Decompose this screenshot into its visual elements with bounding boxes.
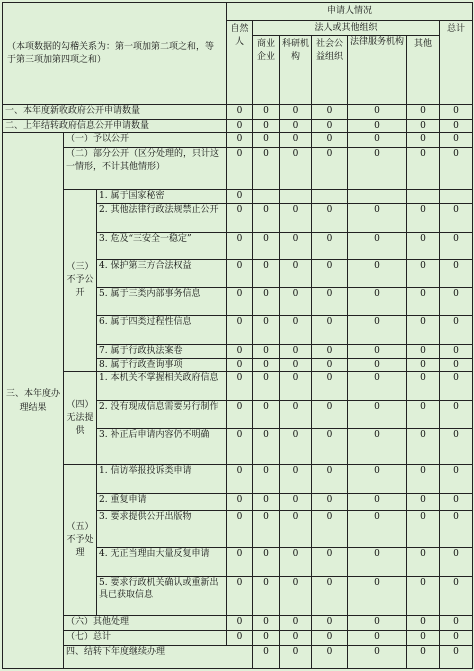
cell-value: 0 [407, 260, 440, 288]
table-row [3, 616, 473, 630]
cell-value: 0 [348, 133, 407, 147]
cell-value: 0 [280, 147, 312, 189]
cell-value: 0 [312, 133, 348, 147]
row-label: （二）部分公开（区分处理的，只计这一情形，不计其他情形） [64, 147, 227, 189]
cell-value: 0 [407, 345, 440, 358]
cell-value: 0 [227, 147, 253, 189]
cell-value: 0 [348, 372, 407, 401]
cell-value: 0 [348, 345, 407, 358]
cell-value: 0 [348, 616, 407, 630]
cell-value: 0 [227, 428, 253, 464]
cell-value: 0 [440, 133, 473, 147]
cell-value: 0 [227, 232, 253, 260]
cell-value: 0 [348, 316, 407, 345]
cell-value: 0 [440, 576, 473, 615]
cell-value: 0 [348, 288, 407, 316]
cell-value: 0 [440, 345, 473, 358]
table-row [3, 147, 473, 189]
cell-value: 0 [280, 630, 312, 646]
org-type-header: 其他 [407, 36, 440, 105]
cell-value [280, 190, 312, 203]
cell-value: 0 [348, 465, 407, 494]
applicant-situation-header: 申请人情况 [227, 3, 473, 21]
cell-value: 0 [407, 630, 440, 646]
cell-value: 0 [348, 576, 407, 615]
cell-value: 0 [312, 630, 348, 646]
org-type-header: 法律服务机构 [348, 36, 407, 105]
cell-value: 0 [407, 316, 440, 345]
group-label: （五）不予处理 [64, 465, 97, 616]
cell-value: 0 [348, 260, 407, 288]
cell-value: 0 [253, 576, 280, 615]
cell-value: 0 [280, 547, 312, 576]
cell-value: 0 [312, 547, 348, 576]
cell-value: 0 [227, 358, 253, 371]
cell-value: 0 [348, 203, 407, 232]
cell-value: 0 [312, 510, 348, 547]
org-type-header: 社会公益组织 [312, 36, 348, 105]
cell-value: 0 [227, 203, 253, 232]
cell-value: 0 [407, 616, 440, 630]
cell-value: 0 [227, 547, 253, 576]
cell-value: 0 [348, 510, 407, 547]
row-label: 3. 危及“三安全一稳定” [97, 232, 227, 260]
cell-value: 0 [253, 119, 280, 132]
cell-value: 0 [280, 494, 312, 511]
cell-value: 0 [253, 105, 280, 119]
cell-value: 0 [227, 345, 253, 358]
cell-value: 0 [407, 547, 440, 576]
cell-value: 0 [312, 494, 348, 511]
cell-value: 0 [280, 616, 312, 630]
cell-value: 0 [440, 494, 473, 511]
row-label: 3. 补正后申请内容仍不明确 [97, 428, 227, 464]
government-info-disclosure-table [2, 2, 473, 669]
cell-value: 0 [407, 428, 440, 464]
row-label: 8. 属于行政查询事项 [97, 358, 227, 371]
cell-value: 0 [227, 372, 253, 401]
cell-value: 0 [348, 119, 407, 132]
cell-value: 0 [253, 203, 280, 232]
cell-value: 0 [312, 119, 348, 132]
cell-value: 0 [280, 401, 312, 429]
cell-value: 0 [280, 465, 312, 494]
cell-value: 0 [348, 358, 407, 371]
cell-value: 0 [227, 105, 253, 119]
cell-value: 0 [407, 147, 440, 189]
cell-value: 0 [280, 232, 312, 260]
cell-value: 0 [253, 494, 280, 511]
row-label: 2. 重复申请 [97, 494, 227, 511]
cell-value: 0 [253, 232, 280, 260]
cell-value: 0 [348, 547, 407, 576]
cell-value: 0 [312, 372, 348, 401]
section-3-label: 三、本年度办理结果 [3, 133, 64, 669]
cell-value: 0 [253, 465, 280, 494]
cell-value: 0 [280, 428, 312, 464]
cell-value: 0 [440, 260, 473, 288]
cell-value: 0 [407, 401, 440, 429]
cell-value: 0 [440, 316, 473, 345]
cell-value: 0 [407, 510, 440, 547]
cell-value: 0 [440, 203, 473, 232]
cell-value: 0 [227, 316, 253, 345]
table-row [3, 105, 473, 119]
cell-value: 0 [440, 105, 473, 119]
cell-value: 0 [440, 510, 473, 547]
cell-value: 0 [280, 646, 312, 669]
cell-value: 0 [312, 576, 348, 615]
cell-value: 0 [348, 147, 407, 189]
row-label: 3. 要求提供公开出版物 [97, 510, 227, 547]
cell-value: 0 [407, 576, 440, 615]
cell-value: 0 [227, 630, 253, 646]
cell-value: 0 [227, 510, 253, 547]
row-label: 2. 其他法律行政法规禁止公开 [97, 203, 227, 232]
cell-value: 0 [253, 288, 280, 316]
table-note: （本项数据的勾稽关系为：第一项加第二项之和，等于第三项加第四项之和） [3, 3, 227, 105]
cell-value: 0 [280, 105, 312, 119]
cell-value: 0 [348, 428, 407, 464]
cell-value: 0 [280, 260, 312, 288]
cell-value: 0 [280, 510, 312, 547]
cell-value: 0 [253, 358, 280, 371]
row-label: 5. 要求行政机关确认或重新出具已获取信息 [97, 576, 227, 615]
cell-value: 0 [348, 401, 407, 429]
cell-value [312, 190, 348, 203]
cell-value: 0 [253, 616, 280, 630]
cell-value: 0 [312, 401, 348, 429]
cell-value: 0 [348, 630, 407, 646]
row-label: 1. 信访举报投诉类申请 [97, 465, 227, 494]
table-row [3, 465, 473, 494]
row-label: 7. 属于行政执法案卷 [97, 345, 227, 358]
row-label: （六）其他处理 [64, 616, 227, 630]
cell-value: 0 [227, 260, 253, 288]
cell-value: 0 [312, 358, 348, 371]
cell-value: 0 [253, 260, 280, 288]
cell-value: 0 [407, 288, 440, 316]
cell-value: 0 [312, 646, 348, 669]
cell-value: 0 [312, 616, 348, 630]
cell-value: 0 [312, 428, 348, 464]
row-label: 二、上年结转政府信息公开申请数量 [3, 119, 227, 132]
cell-value: 0 [407, 646, 440, 669]
row-label: （七）总计 [64, 630, 227, 646]
cell-value: 0 [280, 288, 312, 316]
table-row [3, 372, 473, 401]
cell-value: 0 [312, 288, 348, 316]
row-label: 2. 没有现成信息需要另行制作 [97, 401, 227, 429]
row-label: 1. 本机关不掌握相关政府信息 [97, 372, 227, 401]
cell-value: 0 [227, 616, 253, 630]
cell-value: 0 [440, 358, 473, 371]
cell-value: 0 [348, 232, 407, 260]
cell-value: 0 [253, 316, 280, 345]
cell-value: 0 [440, 232, 473, 260]
cell-value: 0 [407, 358, 440, 371]
cell-value: 0 [280, 372, 312, 401]
cell-value: 0 [280, 345, 312, 358]
cell-value: 0 [440, 288, 473, 316]
cell-value: 0 [280, 119, 312, 132]
table-row [3, 119, 473, 132]
cell-value: 0 [440, 147, 473, 189]
cell-value: 0 [312, 147, 348, 189]
table-row [3, 190, 473, 203]
cell-value: 0 [253, 630, 280, 646]
cell-value: 0 [312, 316, 348, 345]
cell-value: 0 [348, 646, 407, 669]
cell-value: 0 [253, 372, 280, 401]
cell-value: 0 [227, 119, 253, 132]
cell-value [253, 190, 280, 203]
org-type-header: 科研机构 [280, 36, 312, 105]
cell-value: 0 [312, 232, 348, 260]
table-row [3, 646, 473, 669]
cell-value: 0 [253, 646, 280, 669]
cell-value: 0 [407, 105, 440, 119]
cell-value: 0 [253, 133, 280, 147]
cell-value: 0 [440, 372, 473, 401]
cell-value: 0 [440, 428, 473, 464]
group-label: （四）无法提供 [64, 372, 97, 465]
row-label: （一）予以公开 [64, 133, 227, 147]
cell-value: 0 [312, 345, 348, 358]
cell-value: 0 [227, 133, 253, 147]
cell-value: 0 [280, 316, 312, 345]
cell-value: 0 [407, 232, 440, 260]
cell-value: 0 [253, 428, 280, 464]
row-label: 6. 属于四类过程性信息 [97, 316, 227, 345]
row-label: 一、本年度新收政府公开申请数量 [3, 105, 227, 119]
total-header: 总计 [440, 20, 473, 105]
cell-value: 0 [253, 401, 280, 429]
cell-value: 0 [407, 372, 440, 401]
row-label: 4. 保护第三方合法权益 [97, 260, 227, 288]
cell-value: 0 [312, 260, 348, 288]
cell-value: 0 [407, 203, 440, 232]
cell-value: 0 [227, 494, 253, 511]
legal-or-other-header: 法人或其他组织 [253, 20, 440, 36]
cell-value: 0 [227, 576, 253, 615]
natural-person-header: 自然人 [227, 20, 253, 105]
cell-value: 0 [407, 465, 440, 494]
cell-value: 0 [253, 147, 280, 189]
row-label: 四、结转下年度继续办理 [64, 646, 253, 669]
table-row [3, 133, 473, 147]
cell-value: 0 [440, 465, 473, 494]
group-label: （三）不予公开 [64, 190, 97, 372]
cell-value: 0 [407, 119, 440, 132]
cell-value: 0 [440, 646, 473, 669]
cell-value: 0 [440, 630, 473, 646]
cell-value: 0 [348, 494, 407, 511]
row-label: 5. 属于三类内部事务信息 [97, 288, 227, 316]
cell-value: 0 [227, 190, 253, 203]
cell-value [407, 190, 440, 203]
cell-value: 0 [280, 203, 312, 232]
cell-value: 0 [227, 465, 253, 494]
cell-value: 0 [280, 576, 312, 615]
cell-value: 0 [280, 358, 312, 371]
cell-value: 0 [407, 133, 440, 147]
cell-value: 0 [440, 401, 473, 429]
row-label: 4. 无正当理由大量反复申请 [97, 547, 227, 576]
cell-value: 0 [227, 401, 253, 429]
cell-value: 0 [312, 203, 348, 232]
row-label: 1. 属于国家秘密 [97, 190, 227, 203]
cell-value: 0 [312, 465, 348, 494]
table-row [3, 630, 473, 646]
cell-value: 0 [348, 105, 407, 119]
cell-value: 0 [280, 133, 312, 147]
cell-value: 0 [440, 547, 473, 576]
cell-value: 0 [227, 288, 253, 316]
org-type-header: 商业企业 [253, 36, 280, 105]
cell-value: 0 [440, 119, 473, 132]
cell-value: 0 [440, 616, 473, 630]
cell-value: 0 [253, 345, 280, 358]
cell-value: 0 [407, 494, 440, 511]
cell-value: 0 [253, 510, 280, 547]
cell-value: 0 [312, 105, 348, 119]
cell-value [348, 190, 407, 203]
cell-value: 0 [253, 547, 280, 576]
cell-value [440, 190, 473, 203]
